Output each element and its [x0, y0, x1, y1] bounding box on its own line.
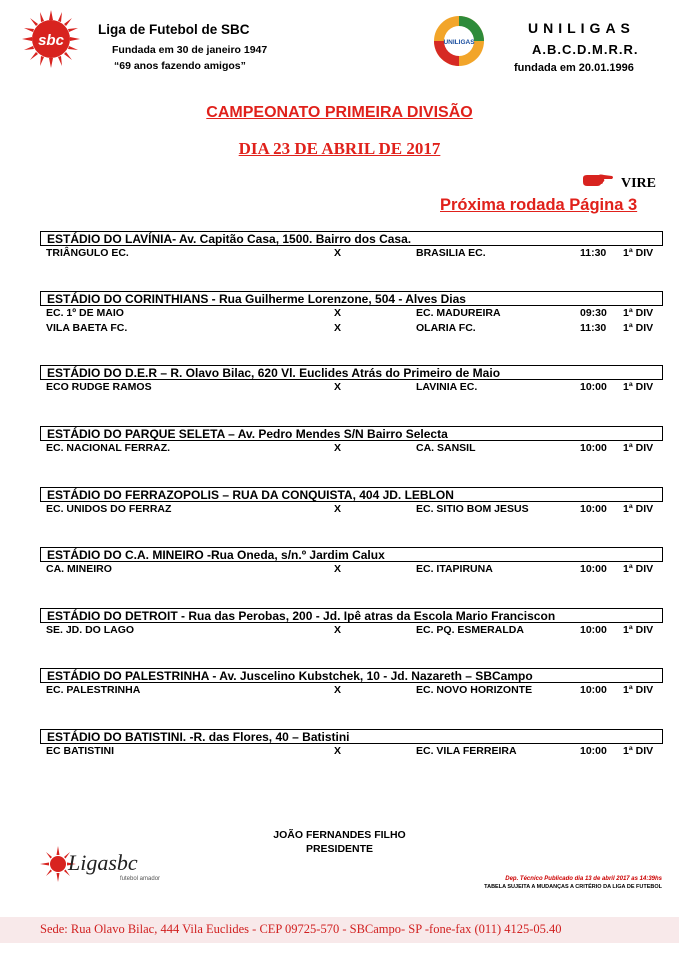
match-time: 11:30: [580, 322, 607, 334]
venue-block: [40, 729, 663, 759]
home-team: CA. MINEIRO: [46, 563, 112, 575]
match-time: 10:00: [580, 503, 607, 515]
match-row: [40, 683, 663, 698]
venue-name: ESTÁDIO DO LAVÍNIA- Av. Capitão Casa, 1500. Bairro dos Casa.: [40, 231, 663, 246]
match-time: 10:00: [580, 563, 607, 575]
match-row: [40, 744, 663, 759]
venue-name: ESTÁDIO DO PALESTRINHA - Av. Juscelino Kubstchek, 10 - Jd. Nazareth – SBCampo: [40, 668, 663, 683]
liga-sbc-logo: [20, 8, 82, 70]
versus: X: [334, 624, 342, 636]
match-division: 1ª DIV: [623, 624, 654, 636]
match-row: [40, 380, 663, 395]
home-team: EC. NACIONAL FERRAZ.: [46, 442, 171, 454]
president-name: JOÃO FERNANDES FILHO: [273, 829, 406, 841]
away-team: CA. SANSIL: [416, 442, 476, 454]
match-division: 1ª DIV: [623, 745, 654, 757]
venue-name: ESTÁDIO DO BATISTINI. -R. das Flores, 40 – Batistini: [40, 729, 663, 744]
away-team: LAVINIA EC.: [416, 381, 478, 393]
versus: X: [334, 247, 342, 259]
ligasbc-logo-sub: futebol amador: [120, 876, 161, 882]
match-division: 1ª DIV: [623, 563, 654, 575]
versus: X: [334, 442, 342, 454]
away-team: BRASILIA EC.: [416, 247, 486, 259]
venue-block: [40, 608, 663, 638]
venue-name: ESTÁDIO DO CORINTHIANS - Rua Guilherme Lorenzone, 504 - Alves Dias: [40, 291, 663, 306]
match-time: 10:00: [580, 684, 607, 696]
home-team: TRIÂNGULO EC.: [46, 247, 129, 259]
versus: X: [334, 563, 342, 575]
pointing-hand-icon: [582, 174, 614, 188]
venue-name: ESTÁDIO DO PARQUE SELETA – Av. Pedro Mendes S/N Bairro Selecta: [40, 426, 663, 441]
match-division: 1ª DIV: [623, 381, 654, 393]
versus: X: [334, 307, 342, 319]
versus: X: [334, 381, 342, 393]
home-team: ECO RUDGE RAMOS: [46, 381, 152, 393]
venue-name: ESTÁDIO DO DETROIT - Rua das Perobas, 200 - Jd. Ipê atras da Escola Mario Franciscon: [40, 608, 663, 623]
away-team: EC. VILA FERREIRA: [416, 745, 517, 757]
uniligas-logo: [432, 14, 486, 68]
liga-motto: “69 anos fazendo amigos”: [114, 60, 246, 72]
page-title: CAMPEONATO PRIMEIRA DIVISÃO: [206, 104, 473, 121]
away-team: EC. NOVO HORIZONTE: [416, 684, 533, 696]
home-team: EC BATISTINI: [46, 745, 115, 757]
venue-block: [40, 291, 663, 336]
match-row: [40, 321, 663, 336]
venue-block: [40, 426, 663, 456]
away-team: EC. MADUREIRA: [416, 307, 501, 319]
venue-block: [40, 547, 663, 577]
match-division: 1ª DIV: [623, 307, 654, 319]
venue-block: [40, 365, 663, 395]
versus: X: [334, 684, 342, 696]
venue-name: ESTÁDIO DO C.A. MINEIRO -Rua Oneda, s/n.º Jardim Calux: [40, 547, 663, 562]
match-row: [40, 623, 663, 638]
versus: X: [334, 745, 342, 757]
match-row: [40, 246, 663, 261]
match-row: [40, 562, 663, 577]
match-division: 1ª DIV: [623, 247, 654, 259]
footer-address: Sede: Rua Olavo Bilac, 444 Vila Euclides - CEP 09725-570 - SBCampo- SP -fone-fax (011) 4125-05.40: [40, 922, 562, 936]
uniligas-logo-text: UNILIGAS: [443, 39, 475, 46]
uniligas-founded: fundada em 20.01.1996: [514, 62, 634, 74]
liga-title: Liga de Futebol de SBC: [98, 22, 250, 37]
versus: X: [334, 322, 342, 334]
match-division: 1ª DIV: [623, 503, 654, 515]
match-time: 10:00: [580, 381, 607, 393]
match-division: 1ª DIV: [623, 684, 654, 696]
away-team: EC. SITIO BOM JESUS: [416, 503, 529, 515]
ligasbc-logo: [40, 838, 190, 888]
home-team: EC. UNIDOS DO FERRAZ: [46, 503, 172, 515]
uniligas-title: UNILIGAS: [528, 20, 635, 36]
match-time: 10:00: [580, 624, 607, 636]
venue-name: ESTÁDIO DO D.E.R – R. Olavo Bilac, 620 Vl. Euclides Atrás do Primeiro de Maio: [40, 365, 663, 380]
match-row: [40, 502, 663, 517]
match-division: 1ª DIV: [623, 322, 654, 334]
match-time: 09:30: [580, 307, 607, 319]
logo-text: sbc: [38, 32, 64, 49]
home-team: EC. 1º DE MAIO: [46, 307, 124, 319]
president-title: PRESIDENTE: [305, 843, 374, 855]
home-team: SE. JD. DO LAGO: [46, 624, 135, 636]
next-round-link[interactable]: Próxima rodada Página 3: [440, 196, 638, 214]
home-team: EC. PALESTRINHA: [46, 684, 141, 696]
venue-block: [40, 668, 663, 698]
schedule-disclaimer: TABELA SUJEITA A MUDANÇAS A CRITÉRIO DA LIGA DE FUTEBOL: [484, 884, 662, 890]
liga-founded: Fundada em 30 de janeiro 1947: [112, 44, 268, 56]
uniligas-subtitle: A.B.C.D.M.R.R.: [532, 42, 639, 57]
match-time: 11:30: [580, 247, 607, 259]
away-team: EC. PQ. ESMERALDA: [416, 624, 524, 636]
ligasbc-logo-text: Ligasbc: [68, 850, 138, 875]
match-row: [40, 306, 663, 321]
match-time: 10:00: [580, 745, 607, 757]
versus: X: [334, 503, 342, 515]
match-date: DIA 23 DE ABRIL DE 2017: [238, 139, 441, 158]
match-division: 1ª DIV: [623, 442, 654, 454]
match-time: 10:00: [580, 442, 607, 454]
home-team: VILA BAETA FC.: [46, 322, 128, 334]
publication-note: Dep. Técnico Publicado dia 13 de abril 2017 as 14:39hs: [505, 876, 662, 882]
venue-block: [40, 487, 663, 517]
away-team: EC. ITAPIRUNA: [416, 563, 493, 575]
venue-block: [40, 231, 663, 261]
match-row: [40, 441, 663, 456]
venue-name: ESTÁDIO DO FERRAZOPOLIS – RUA DA CONQUISTA, 404 JD. LEBLON: [40, 487, 663, 502]
vire-label: VIRE: [621, 176, 657, 191]
away-team: OLARIA FC.: [416, 322, 476, 334]
